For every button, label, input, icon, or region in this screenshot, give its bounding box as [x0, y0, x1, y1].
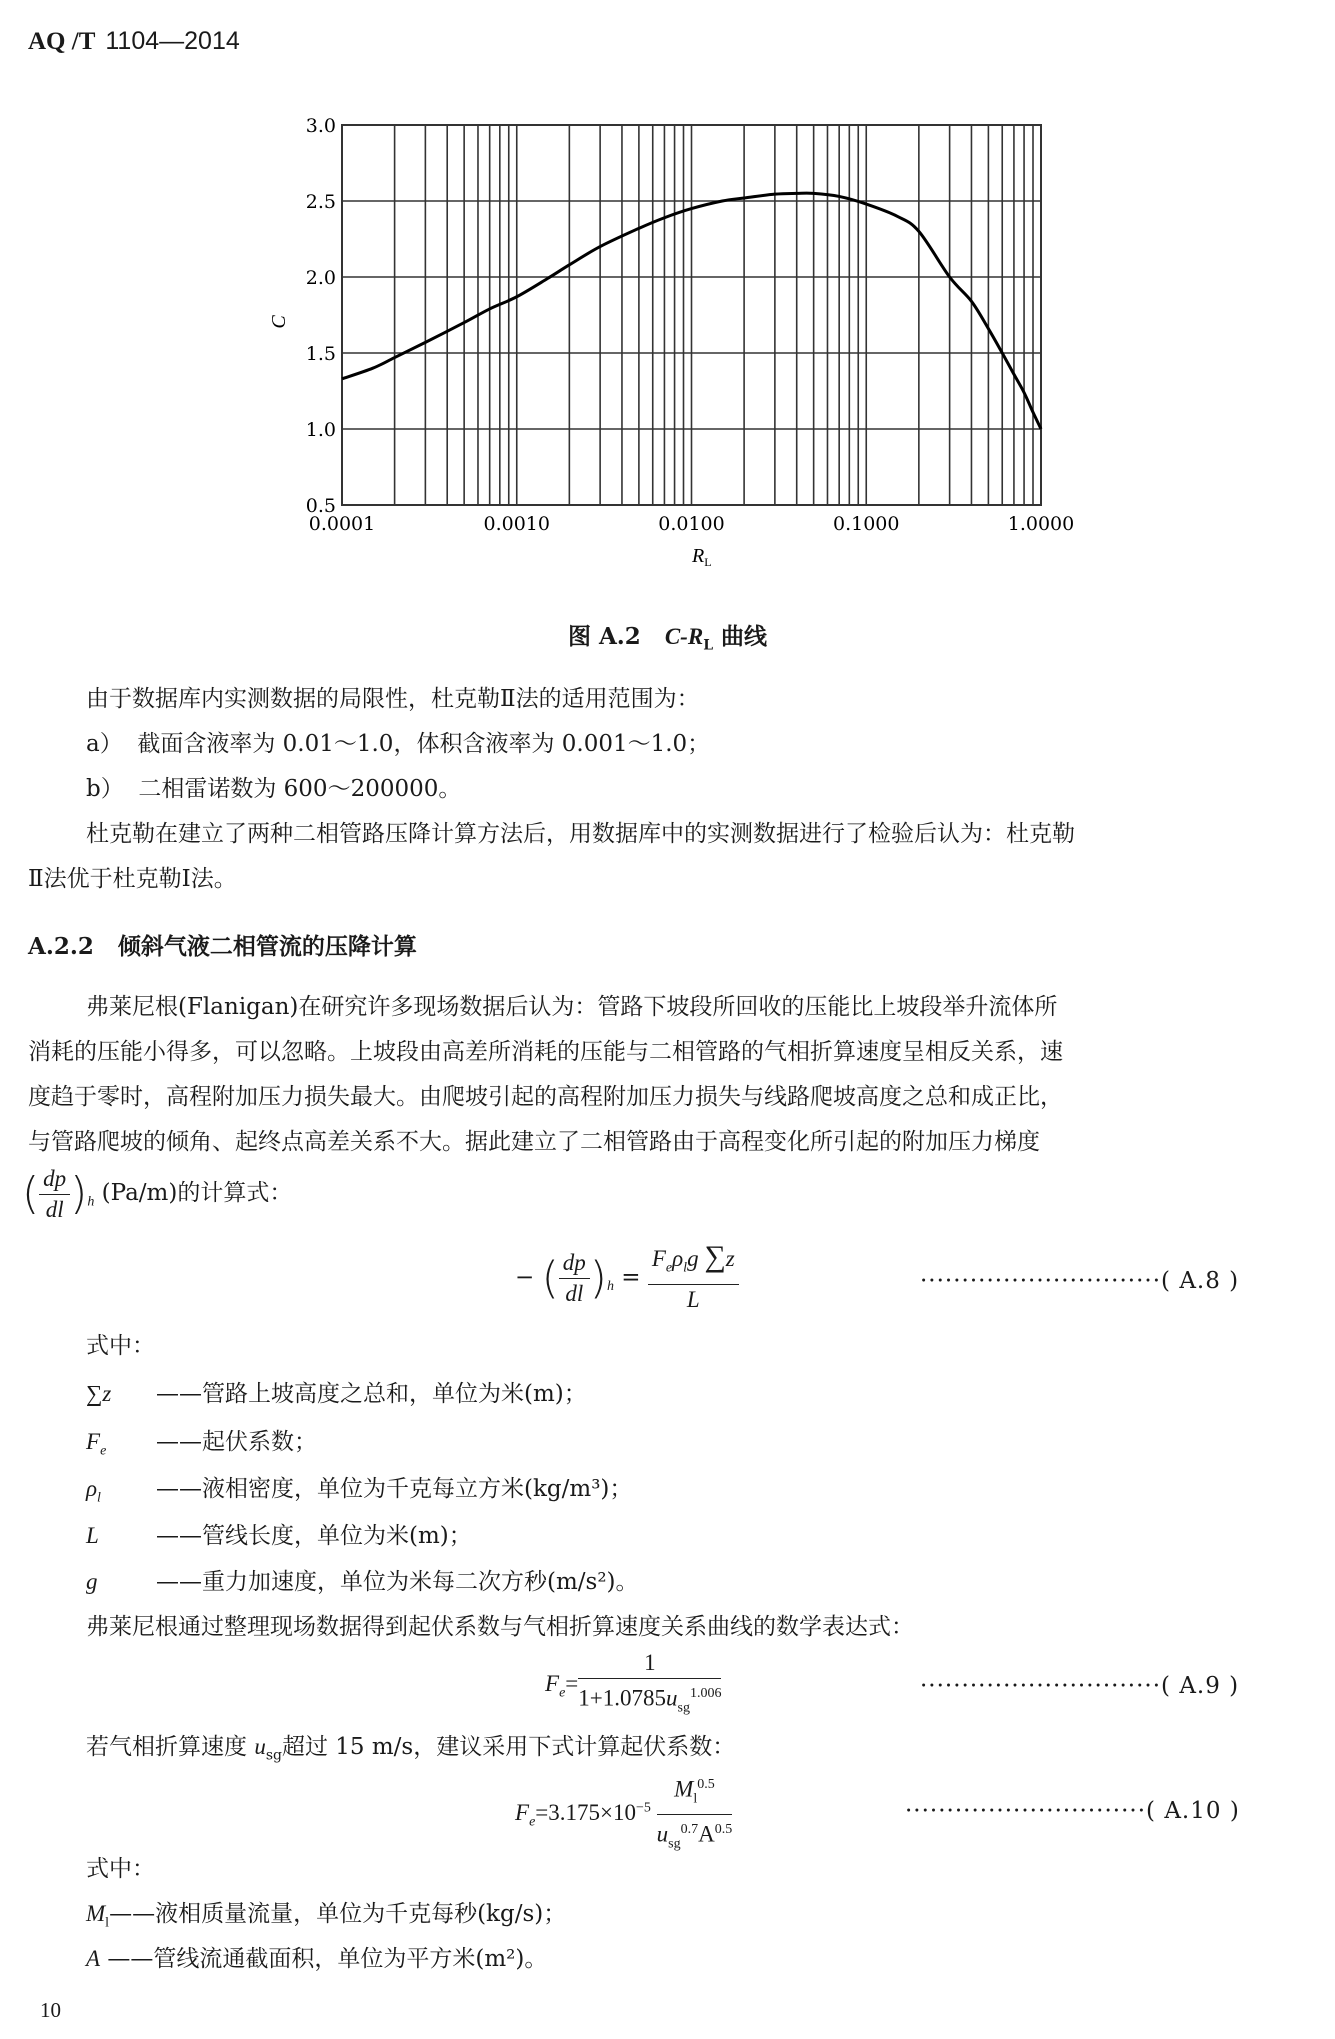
p5-post: 超过 15 m/s，建议采用下式计算起伏系数：	[281, 1734, 736, 1760]
eq10-number-line	[905, 1798, 1240, 1824]
eq9-numerator: 1	[578, 1648, 721, 1679]
eq8-rho-sub: l	[683, 1260, 688, 1276]
eq10-m-exp: 0.5	[697, 1777, 715, 1792]
eq9-denominator	[578, 1679, 721, 1723]
def-text: 液相质量流量，单位为千克每秒(kg/s)；	[155, 1901, 567, 1927]
gradient-unit-text: (Pa/m)的计算式：	[101, 1180, 293, 1206]
section-heading	[28, 928, 417, 961]
eq10-m-sub: l	[693, 1791, 698, 1807]
def-dash: ——	[156, 1429, 202, 1455]
def-dash: ——	[109, 1901, 156, 1927]
eq8-denominator: L	[686, 1286, 700, 1312]
eq9-u: u	[666, 1685, 678, 1711]
x-tick-label: 0.1000	[833, 513, 900, 535]
y-tick-label: 0.5	[305, 495, 336, 517]
def-symbol-main: F	[86, 1429, 101, 1454]
def-text: 管路上坡高度之总和，单位为米(m)；	[202, 1381, 587, 1407]
y-tick-label: 1.5	[305, 343, 336, 365]
standard-number: 1104—2014	[105, 27, 240, 55]
def-text: 管线流通截面积，单位为平方米(m²)。	[153, 1946, 548, 1972]
def-dash: ——	[107, 1946, 154, 1972]
eq9-fraction	[578, 1648, 721, 1723]
eq8-g: g	[687, 1246, 699, 1271]
x-tick-label: 1.0000	[1007, 513, 1075, 535]
left-paren: (	[22, 1168, 40, 1219]
def-symbol-sub: l	[105, 1915, 110, 1931]
y-tick-label: 1.0	[305, 419, 336, 441]
definition-g	[86, 1568, 639, 1596]
sum-icon: ∑	[704, 1240, 726, 1273]
standard-prefix: AQ /T	[28, 28, 96, 55]
x-axis-label-main: R	[692, 545, 705, 567]
dp-text: dp	[39, 1164, 70, 1195]
eq10-coef-exp: −5	[636, 1800, 651, 1816]
paragraph-flanigan-line3: 度趋于零时，高程附加压力损失最大。由爬坡引起的高程附加压力损失与线路爬坡高度之总和成正比，	[28, 1084, 1063, 1110]
eq10-a: A	[698, 1821, 715, 1847]
x-tick-label: 0.0010	[483, 513, 550, 535]
y-tick-label: 2.0	[305, 267, 336, 289]
def-symbol	[86, 1475, 156, 1513]
caption-r: R	[687, 624, 704, 649]
def-symbol: g	[86, 1569, 98, 1594]
eq10-fraction	[657, 1770, 733, 1860]
x-axis-label	[691, 545, 712, 569]
list-text-a: 截面含液率为 0.01～1.0，体积含液率为 0.001～1.0；	[137, 731, 711, 757]
eq10-denominator	[657, 1815, 733, 1859]
eq10-leader: ·····························	[905, 1798, 1147, 1824]
paragraph-dukler-line1: 杜克勒在建立了两种二相管路压降计算方法后，用数据库中的实测数据进行了检验后认为：杜克勒	[86, 821, 1075, 847]
def-symbol-main: M	[86, 1901, 106, 1926]
section-title: 倾斜气液二相管流的压降计算	[117, 933, 417, 960]
def-symbol-sub: e	[100, 1443, 107, 1459]
eq10-number: ( A.10 )	[1146, 1798, 1240, 1824]
eq9-lhs: F	[545, 1670, 560, 1696]
definition-ml	[86, 1900, 566, 1938]
eq9-exp: 1.006	[689, 1686, 722, 1701]
list-label-a: a）	[86, 731, 123, 757]
p5-u-sub: sg	[265, 1747, 282, 1764]
paragraph-flanigan-line1: 弗莱尼根(Flanigan)在研究许多现场数据后认为：管路下坡段所回收的压能比上坡段举升流体所	[86, 994, 1058, 1020]
caption-prefix: 图 A.2	[567, 623, 641, 650]
y-tick-label: 2.5	[305, 191, 336, 213]
paragraph-scope: 由于数据库内实测数据的局限性，杜克勒Ⅱ法的适用范围为：	[86, 686, 700, 712]
definition-a	[86, 1945, 547, 1973]
eq10-numerator	[657, 1770, 733, 1815]
def-text: 重力加速度，单位为米每二次方秒(m/s²)。	[202, 1569, 639, 1595]
def-symbol-sub: l	[97, 1490, 101, 1506]
x-tick-label: 0.0100	[658, 513, 725, 535]
x-tick-label: 0.0001	[308, 513, 376, 535]
eq9-den-pre: 1+1.0785	[578, 1685, 666, 1711]
def-symbol: A	[86, 1946, 101, 1971]
y-axis-label: C	[268, 315, 290, 329]
eq8-f: F	[651, 1246, 666, 1271]
page-number: 10	[40, 1998, 61, 2022]
def-symbol	[86, 1901, 110, 1931]
eq9-u-sub: sg	[677, 1700, 690, 1716]
eq10-coef: 3.175×10	[548, 1800, 636, 1826]
standard-header	[28, 26, 240, 56]
where-label-2: 式中：	[86, 1856, 155, 1882]
sub-h: h	[87, 1194, 95, 1210]
paragraph-high-velocity	[86, 1733, 735, 1770]
eq10-u-sub: sg	[668, 1836, 681, 1852]
gradient-expression-line	[22, 1163, 292, 1233]
p5-u: u	[254, 1734, 266, 1759]
def-symbol: L	[86, 1523, 99, 1548]
eq9-equals: =	[565, 1670, 579, 1696]
paragraph-flanigan-line2: 消耗的压能小得多，可以忽略。上坡段由高差所消耗的压能与二相管路的气相折算速度呈相反关系，速	[28, 1039, 1063, 1065]
eq9-leader: ·····························	[920, 1673, 1162, 1699]
paragraph-flanigan-line4: 与管路爬坡的倾角、起终点高差关系不大。据此建立了二相管路由于高程变化所引起的附加压力梯度	[28, 1129, 1040, 1155]
list-label-b: b）	[86, 776, 124, 802]
def-text: 起伏系数；	[202, 1429, 317, 1455]
eq10-lhs: F	[515, 1800, 530, 1826]
def-dash: ——	[156, 1569, 202, 1595]
paragraph-dukler-line2: Ⅱ法优于杜克勒Ⅰ法。	[28, 866, 237, 892]
equation-a8	[515, 1242, 739, 1322]
eq8-dp-dl	[559, 1248, 590, 1309]
list-item-a	[86, 730, 710, 758]
definition-rho	[86, 1475, 632, 1513]
vertical-gridlines	[395, 125, 1033, 505]
eq10-equals: =	[535, 1800, 549, 1826]
eq8-number-line	[920, 1268, 1239, 1294]
eq8-z: z	[725, 1246, 735, 1271]
eq10-u: u	[656, 1821, 669, 1847]
list-item-b	[86, 775, 461, 803]
equation-a10	[515, 1770, 732, 1860]
eq8-left-paren: (	[541, 1252, 559, 1304]
caption-suffix: 曲线	[721, 623, 768, 650]
eq8-minus: −	[515, 1264, 535, 1291]
eq8-dl: dl	[565, 1280, 584, 1306]
eq10-m: M	[674, 1776, 694, 1802]
x-axis-label-sub: L	[704, 555, 712, 569]
def-dash: ——	[156, 1523, 202, 1549]
equation-a9	[545, 1648, 721, 1729]
dl-text: dl	[45, 1196, 64, 1222]
x-tick-labels	[309, 513, 1074, 535]
eq8-leader: ·····························	[920, 1268, 1162, 1294]
def-symbol-main: ρ	[86, 1476, 98, 1501]
def-symbol: ∑z	[86, 1381, 112, 1406]
def-dash: ——	[156, 1381, 202, 1407]
c-rl-chart	[0, 100, 1335, 570]
eq8-numerator	[648, 1242, 739, 1285]
paragraph-fe-expression: 弗莱尼根通过整理现场数据得到起伏系数与气相折算速度关系曲线的数学表达式：	[86, 1614, 914, 1640]
eq10-lhs-sub: e	[529, 1814, 536, 1830]
right-paren: )	[70, 1168, 88, 1219]
eq10-a-exp: 0.5	[714, 1822, 733, 1838]
def-symbol	[86, 1428, 156, 1466]
eq9-lhs-sub: e	[559, 1685, 566, 1701]
p5-pre: 若气相折算速度	[86, 1734, 247, 1760]
def-text: 液相密度，单位为千克每立方米(kg/m³)；	[202, 1476, 633, 1502]
eq10-u-exp: 0.7	[680, 1822, 699, 1838]
figure-caption	[0, 618, 1335, 654]
dp-dl-fraction	[39, 1164, 70, 1225]
y-tick-label: 3.0	[305, 115, 336, 137]
eq8-rho: ρ	[672, 1246, 684, 1271]
eq8-equals: =	[621, 1264, 641, 1291]
eq8-rhs-fraction	[648, 1242, 739, 1315]
caption-sub: L	[703, 637, 714, 654]
eq8-number: ( A.8 )	[1161, 1268, 1240, 1294]
section-number: A.2.2	[28, 933, 94, 960]
definition-l	[86, 1522, 472, 1550]
list-text-b: 二相雷诺数为 600～200000。	[138, 776, 462, 802]
def-dash: ——	[156, 1476, 202, 1502]
eq8-right-paren: )	[589, 1252, 607, 1304]
def-text: 管线长度，单位为米(m)；	[202, 1523, 472, 1549]
where-label-1: 式中：	[86, 1333, 155, 1359]
eq8-f-sub: e	[665, 1260, 673, 1276]
eq9-number-line	[920, 1673, 1239, 1699]
eq8-sub-h: h	[606, 1278, 614, 1294]
definition-sum-z	[86, 1380, 587, 1408]
definition-fe	[86, 1428, 317, 1466]
y-tick-labels	[306, 115, 336, 517]
eq8-dp: dp	[559, 1248, 590, 1279]
eq9-number: ( A.9 )	[1161, 1673, 1240, 1699]
caption-c: C-	[664, 624, 688, 649]
